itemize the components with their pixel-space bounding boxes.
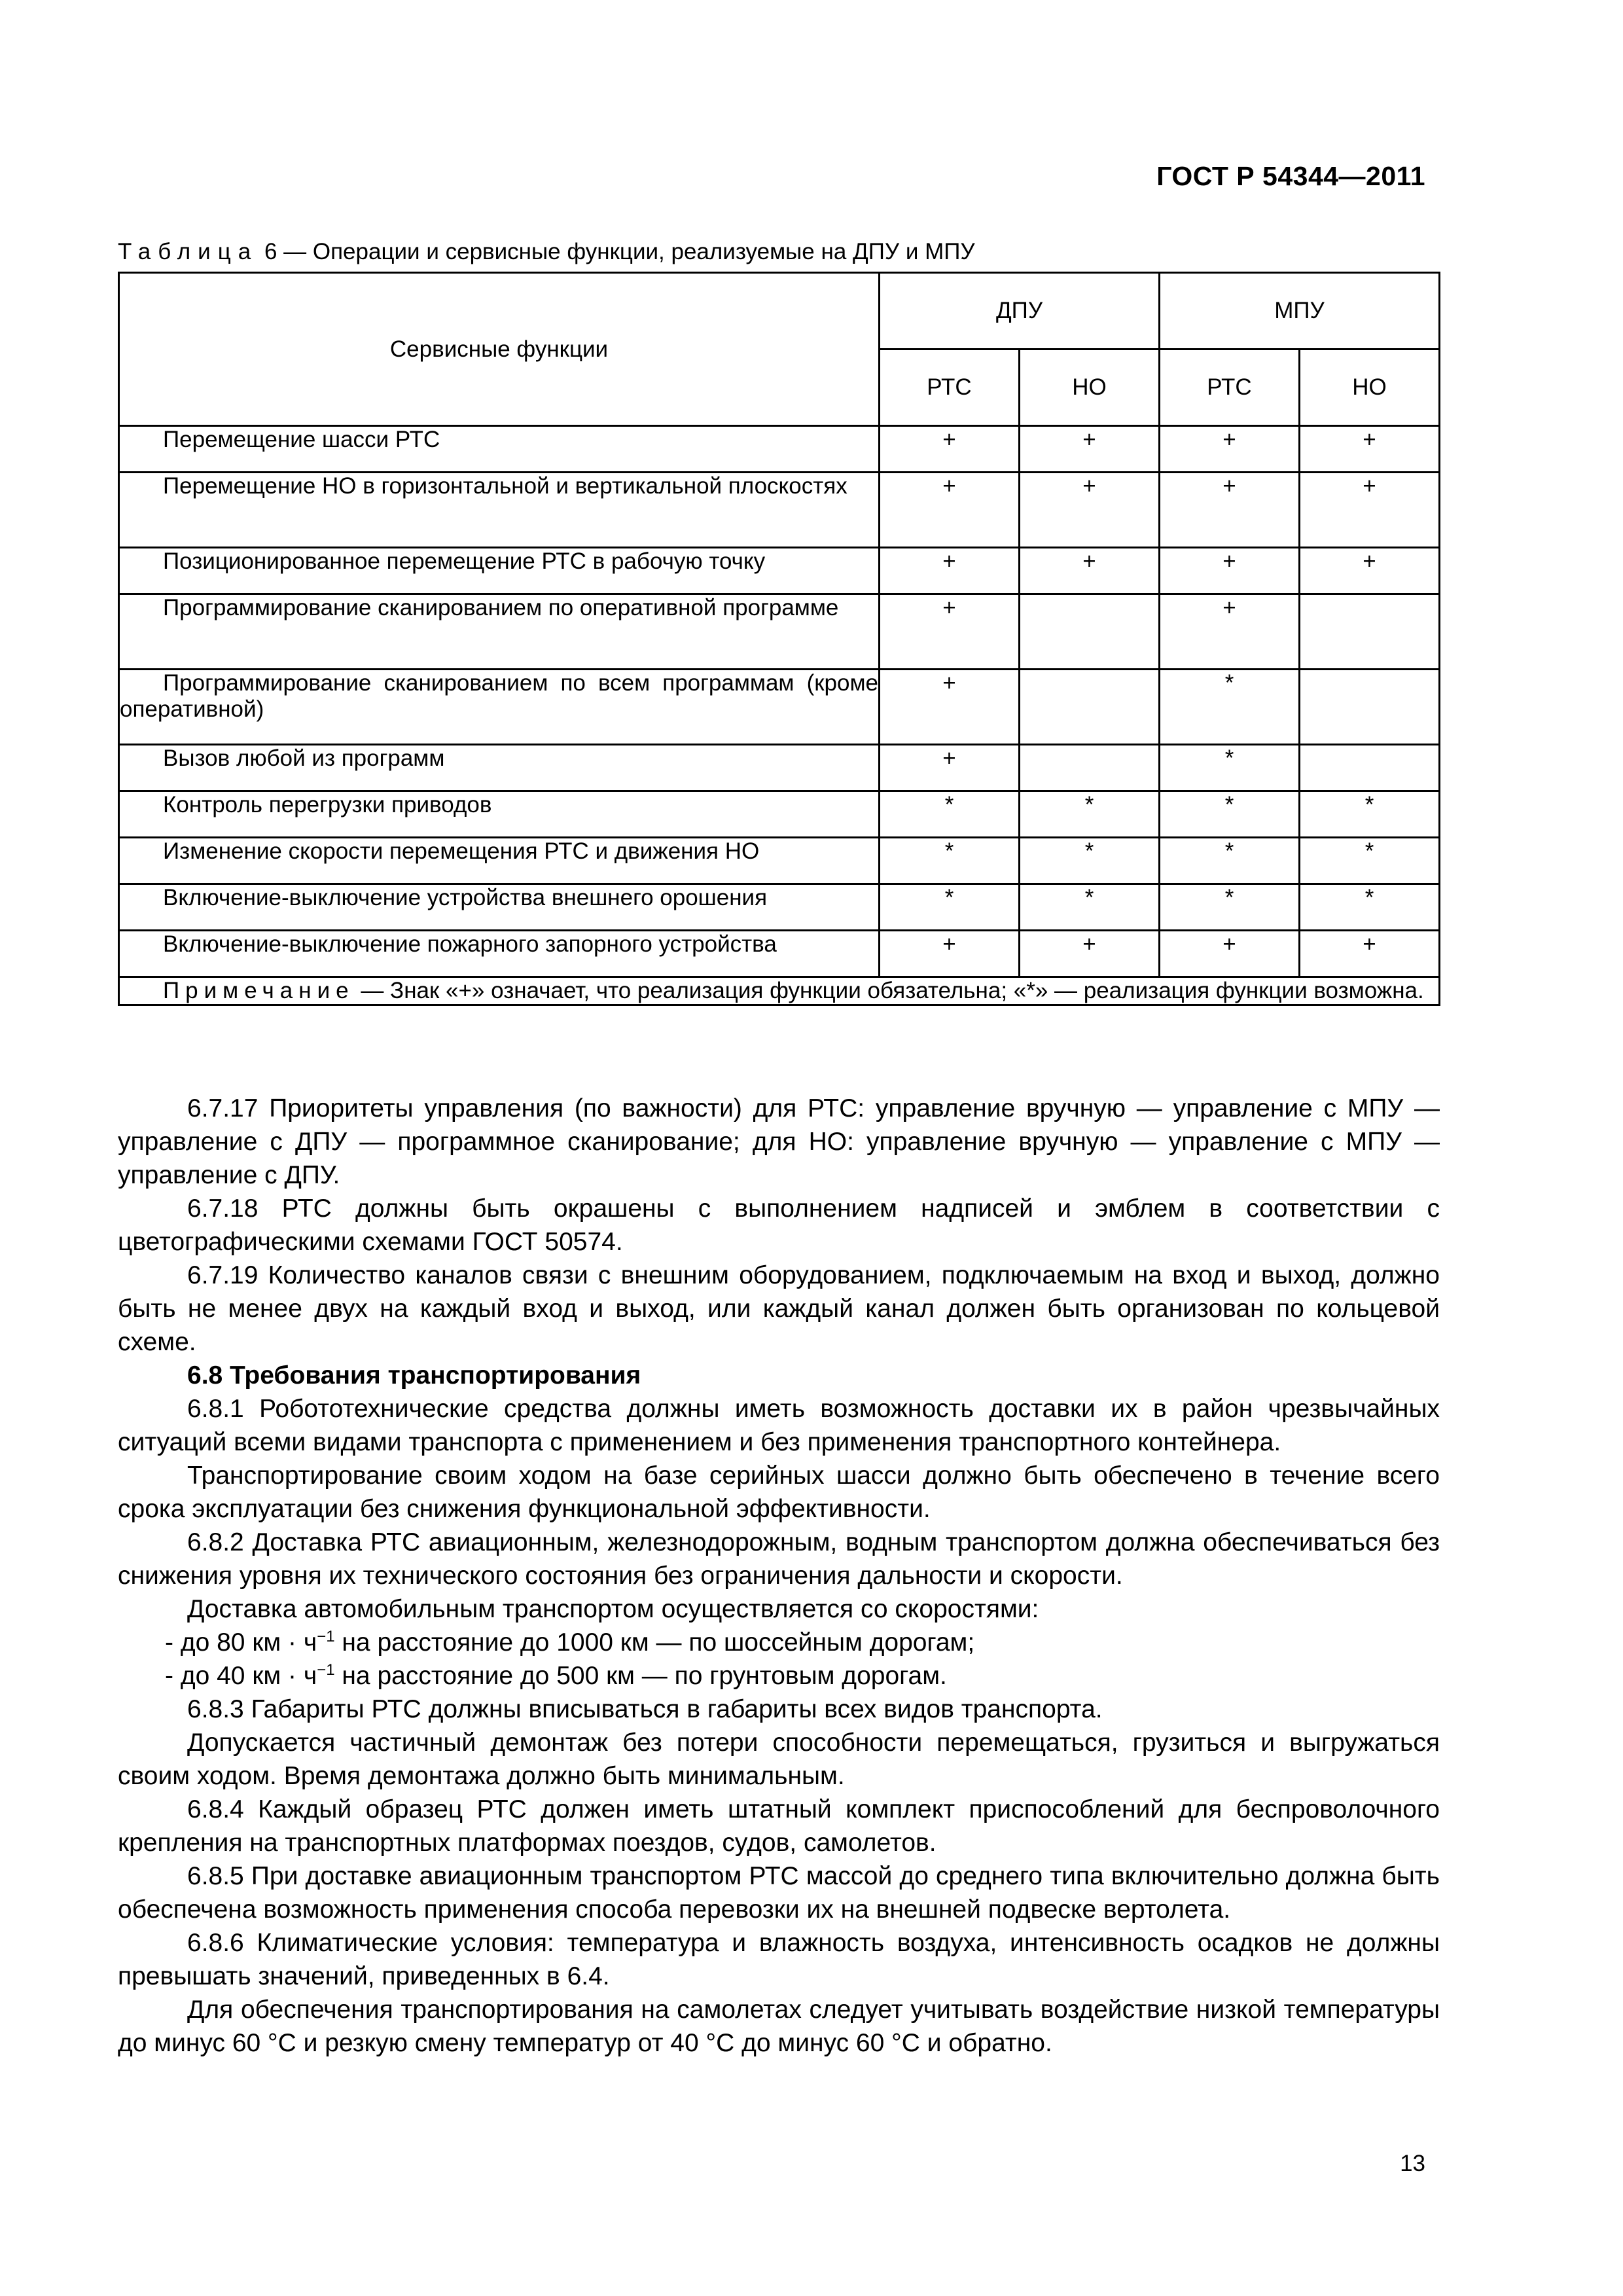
cell-mpu-rts: * bbox=[1160, 791, 1300, 838]
cell-mpu-no bbox=[1300, 745, 1440, 791]
table-note bbox=[119, 977, 1440, 1005]
subheader-dpu-rts: РТС bbox=[880, 350, 1020, 426]
row-name bbox=[119, 884, 880, 931]
cell-mpu-rts: * bbox=[1160, 838, 1300, 884]
cell-dpu-rts: + bbox=[880, 426, 1020, 473]
cell-mpu-rts: + bbox=[1160, 931, 1300, 977]
paragraph: 6.7.19 Количество каналов связи с внешним оборудованием, подключаемым на вход и выход, должно быть не менее двух на каждый вход и выход, или каждый канал должен быть организован по кольцевой схеме. bbox=[118, 1261, 1440, 1356]
list-item-text: на расстояние до 500 км — по грунтовым дорогам. bbox=[334, 1662, 947, 1690]
row-name bbox=[119, 594, 880, 670]
cell-mpu-rts: + bbox=[1160, 426, 1300, 473]
cell-dpu-no: * bbox=[1020, 838, 1160, 884]
row-name bbox=[119, 426, 880, 473]
list-item bbox=[118, 1659, 1440, 1693]
cell-dpu-no: + bbox=[1020, 426, 1160, 473]
cell-mpu-no: + bbox=[1300, 931, 1440, 977]
cell-mpu-no bbox=[1300, 670, 1440, 745]
row-name-text: Включение-выключение устройства внешнего орошения bbox=[163, 885, 768, 910]
page-number: 13 bbox=[1400, 2151, 1425, 2176]
table-note-row bbox=[119, 977, 1440, 1005]
row-name-text: Позиционированное перемещение РТС в рабочую точку bbox=[163, 548, 766, 574]
table-caption bbox=[118, 239, 975, 265]
cell-dpu-rts: + bbox=[880, 745, 1020, 791]
cell-dpu-no bbox=[1020, 594, 1160, 670]
cell-mpu-rts: * bbox=[1160, 884, 1300, 931]
subheader-dpu-no: НО bbox=[1020, 350, 1160, 426]
cell-mpu-no bbox=[1300, 594, 1440, 670]
table-header-row bbox=[119, 273, 1440, 350]
header-mpu: МПУ bbox=[1160, 273, 1440, 350]
superscript: −1 bbox=[317, 1628, 335, 1645]
paragraph: 6.8.6 Климатические условия: температура и влажность воздуха, интенсивность осадков не должны превышать значений, приведенных в 6.4. bbox=[118, 1929, 1440, 1990]
paragraph: 6.7.18 РТС должны быть окрашены с выполнением надписей и эмблем в соответствии с цветографическими схемами ГОСТ 50574. bbox=[118, 1194, 1440, 1256]
row-name-text: Включение-выключение пожарного запорного устройства bbox=[163, 931, 777, 957]
cell-mpu-no: * bbox=[1300, 791, 1440, 838]
list-item-text: на расстояние до 1000 км — по шоссейным дорогам; bbox=[334, 1628, 975, 1657]
cell-dpu-rts: + bbox=[880, 931, 1020, 977]
row-name bbox=[119, 931, 880, 977]
table-row bbox=[119, 931, 1440, 977]
table-row bbox=[119, 838, 1440, 884]
cell-mpu-no: + bbox=[1300, 473, 1440, 548]
superscript: −1 bbox=[317, 1661, 335, 1679]
paragraph: Для обеспечения транспортирования на самолетах следует учитывать воздействие низкой температуры до минус 60 °С и резкую смену температур от 40 °С до минус 60 °С и обратно. bbox=[118, 1996, 1440, 2057]
row-name bbox=[119, 473, 880, 548]
cell-mpu-no: + bbox=[1300, 548, 1440, 594]
cell-mpu-no: + bbox=[1300, 426, 1440, 473]
paragraph: Допускается частичный демонтаж без потери способности перемещаться, грузиться и выгружаться своим ходом. Время демонтажа должно быть минимальным. bbox=[118, 1729, 1440, 1790]
subheader-mpu-rts: РТС bbox=[1160, 350, 1300, 426]
table-row bbox=[119, 745, 1440, 791]
paragraph: 6.8.5 При доставке авиационным транспортом РТС массой до среднего типа включительно должна быть обеспечена возможность применения способа перевозки их на внешней подвеске вертолета. bbox=[118, 1862, 1440, 1924]
section-heading: 6.8 Требования транспортирования bbox=[187, 1361, 641, 1390]
row-name bbox=[119, 670, 880, 745]
row-name bbox=[119, 548, 880, 594]
note-prefix: Примечание bbox=[163, 978, 355, 1003]
list-item bbox=[118, 1626, 1440, 1659]
table-caption-prefix: Таблица bbox=[118, 239, 259, 264]
cell-dpu-rts: * bbox=[880, 884, 1020, 931]
list-item-text: - до 40 км · ч bbox=[165, 1662, 317, 1690]
cell-mpu-rts: + bbox=[1160, 548, 1300, 594]
row-name-text: Программирование сканированием по всем программам (кроме оперативной) bbox=[120, 670, 878, 722]
row-name bbox=[119, 791, 880, 838]
paragraph: 6.8.3 Габариты РТС должны вписываться в габариты всех видов транспорта. bbox=[187, 1695, 1103, 1723]
cell-dpu-rts: + bbox=[880, 670, 1020, 745]
row-name-text: Вызов любой из программ bbox=[163, 745, 445, 771]
table-caption-text: 6 — Операции и сервисные функции, реализуемые на ДПУ и МПУ bbox=[264, 239, 975, 264]
paragraph: 6.8.1 Робототехнические средства должны иметь возможность доставки их в район чрезвычайных ситуаций всеми видами транспорта с применением и без применения транспортного контейнера. bbox=[118, 1395, 1440, 1456]
row-name-text: Программирование сканированием по оперативной программе bbox=[163, 595, 839, 620]
note-text: — Знак «+» означает, что реализация функции обязательна; «*» — реализация функции возможна. bbox=[361, 978, 1424, 1003]
cell-dpu-rts: * bbox=[880, 791, 1020, 838]
cell-dpu-rts: + bbox=[880, 548, 1020, 594]
cell-dpu-no: * bbox=[1020, 884, 1160, 931]
cell-dpu-rts: * bbox=[880, 838, 1020, 884]
table-row bbox=[119, 884, 1440, 931]
table-row bbox=[119, 473, 1440, 548]
cell-dpu-no bbox=[1020, 745, 1160, 791]
cell-dpu-no: + bbox=[1020, 931, 1160, 977]
paragraph: Доставка автомобильным транспортом осуществляется со скоростями: bbox=[187, 1595, 1039, 1623]
row-name bbox=[119, 838, 880, 884]
cell-mpu-rts: + bbox=[1160, 473, 1300, 548]
subheader-mpu-no: НО bbox=[1300, 350, 1440, 426]
cell-dpu-rts: + bbox=[880, 594, 1020, 670]
document-code: ГОСТ Р 54344—2011 bbox=[1156, 161, 1425, 191]
list-item-text: - до 80 км · ч bbox=[165, 1628, 317, 1657]
cell-dpu-no: * bbox=[1020, 791, 1160, 838]
table-row bbox=[119, 426, 1440, 473]
cell-dpu-no: + bbox=[1020, 548, 1160, 594]
paragraph: Транспортирование своим ходом на базе серийных шасси должно быть обеспечено в течение всего срока эксплуатации без снижения функциональной эффективности. bbox=[118, 1462, 1440, 1523]
table-row bbox=[119, 594, 1440, 670]
row-name-text: Перемещение шасси РТС bbox=[163, 427, 440, 452]
header-dpu: ДПУ bbox=[880, 273, 1160, 350]
row-name-text: Перемещение НО в горизонтальной и вертикальной плоскостях bbox=[163, 473, 847, 499]
paragraph: 6.8.2 Доставка РТС авиационным, железнодорожным, водным транспортом должна обеспечиваться без снижения уровня их технического состояния без ограничения дальности и скорости. bbox=[118, 1528, 1440, 1590]
body-text bbox=[118, 1092, 1440, 2060]
cell-dpu-rts: + bbox=[880, 473, 1020, 548]
table-row bbox=[119, 791, 1440, 838]
row-name-text: Контроль перегрузки приводов bbox=[163, 792, 492, 817]
paragraph: 6.7.17 Приоритеты управления (по важности) для РТС: управление вручную — управление с МПУ — управление с ДПУ — программное сканирование; для НО: управление вручную — управление с МПУ — управление с ДПУ. bbox=[118, 1094, 1440, 1189]
cell-dpu-no: + bbox=[1020, 473, 1160, 548]
cell-dpu-no bbox=[1020, 670, 1160, 745]
table-row bbox=[119, 670, 1440, 745]
row-name bbox=[119, 745, 880, 791]
cell-mpu-no: * bbox=[1300, 838, 1440, 884]
operations-table bbox=[118, 272, 1440, 1006]
cell-mpu-rts: + bbox=[1160, 594, 1300, 670]
cell-mpu-no: * bbox=[1300, 884, 1440, 931]
table-row bbox=[119, 548, 1440, 594]
header-service-functions: Сервисные функции bbox=[119, 273, 880, 426]
paragraph: 6.8.4 Каждый образец РТС должен иметь штатный комплект приспособлений для беспроволочного крепления на транспортных платформах поездов, судов, самолетов. bbox=[118, 1795, 1440, 1857]
cell-mpu-rts: * bbox=[1160, 745, 1300, 791]
row-name-text: Изменение скорости перемещения РТС и движения НО bbox=[163, 838, 760, 864]
cell-mpu-rts: * bbox=[1160, 670, 1300, 745]
